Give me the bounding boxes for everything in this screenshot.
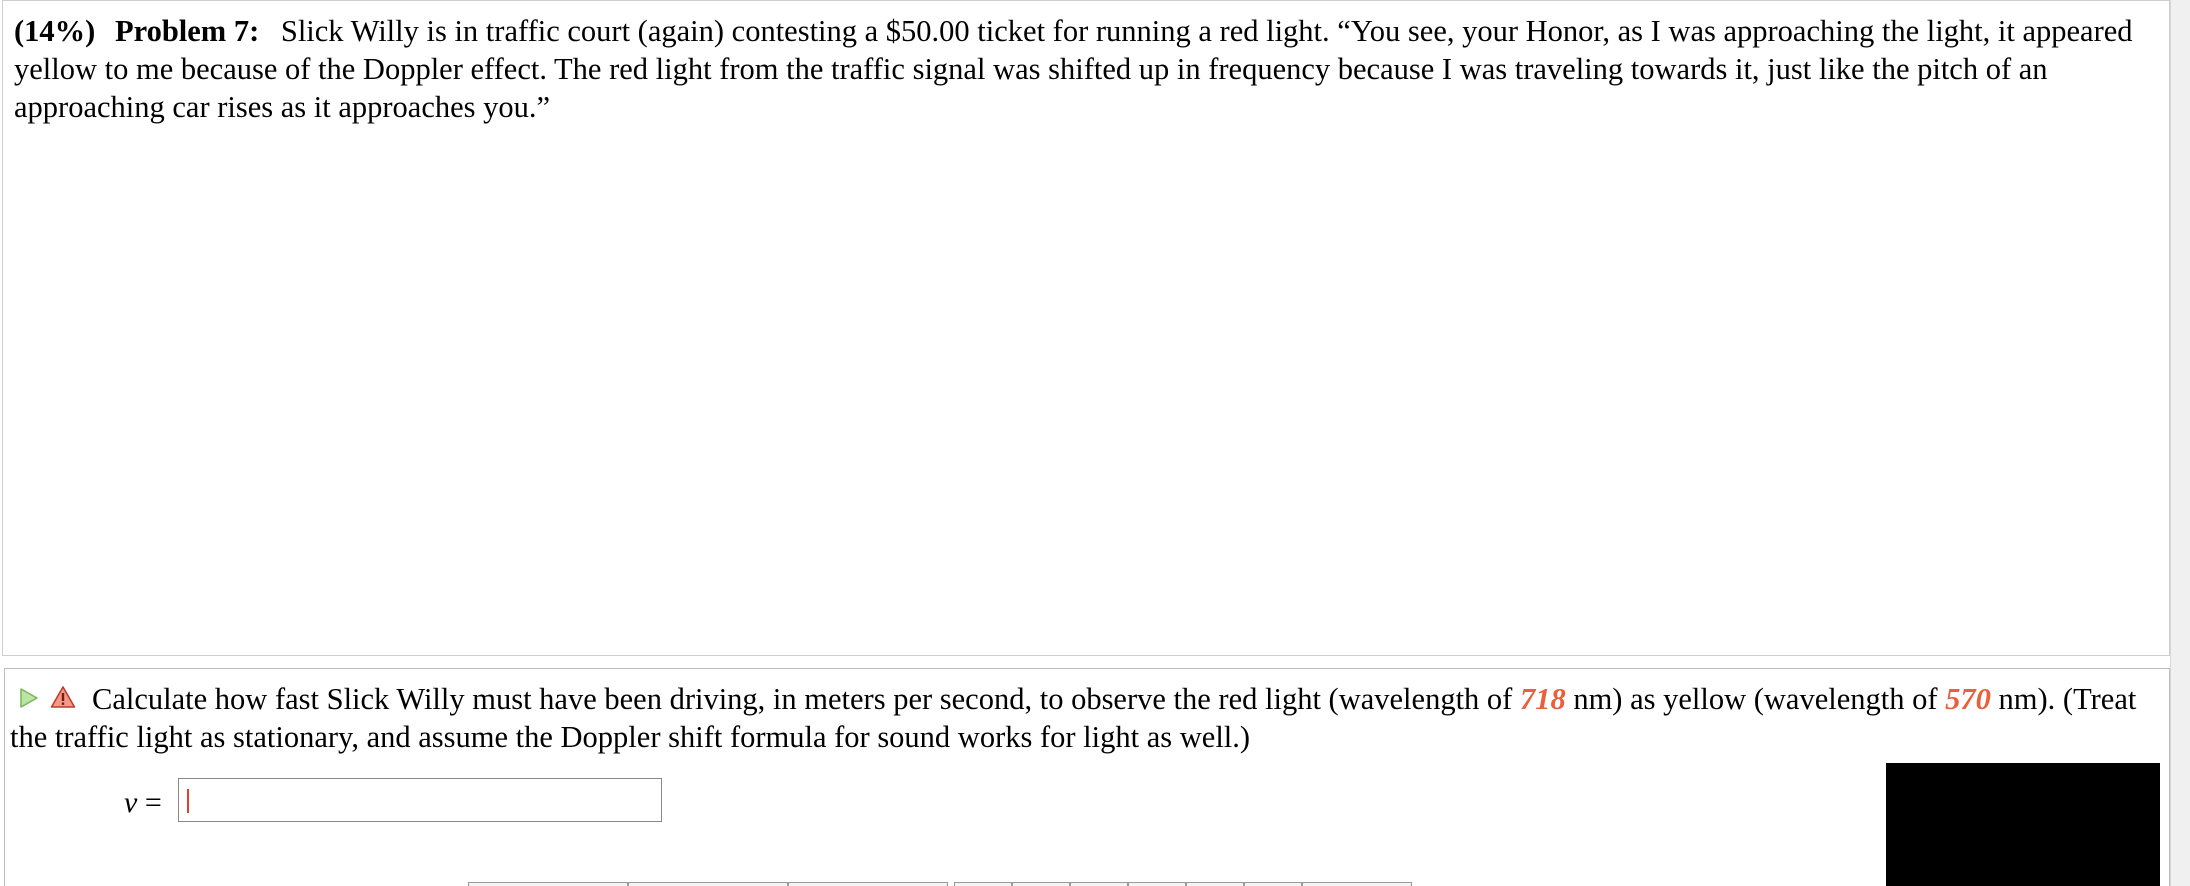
text-caret (187, 789, 189, 813)
problem-statement (14, 12, 2164, 126)
problem-title: Problem 7: (114, 14, 260, 48)
question-text-middle: nm) as yellow (wavelength of (1565, 682, 1946, 716)
keypad-cell[interactable] (1186, 882, 1244, 886)
keypad-cell[interactable] (1128, 882, 1186, 886)
keypad-cell[interactable] (1070, 882, 1128, 886)
warning-triangle-icon[interactable] (50, 680, 76, 718)
keypad-cell[interactable] (954, 882, 1012, 886)
question-statement (10, 680, 2150, 756)
play-triangle-icon[interactable] (18, 680, 40, 718)
keypad-top-edge (468, 882, 1412, 886)
answer-label (124, 786, 162, 820)
keypad-cell[interactable] (1302, 882, 1412, 886)
wavelength-yellow-value: 570 (1945, 682, 1991, 716)
keypad-cell[interactable] (1244, 882, 1302, 886)
keypad-cell[interactable] (788, 882, 948, 886)
problem-body: Slick Willy is in traffic court (again) contesting a $50.00 ticket for running a red light. “You see, your Honor, as I was approaching the light, it appeared yellow to me because of the Doppler effect. The red light from the traffic signal was shifted up in frequency because I was traveling towards it, just like the pitch of an approaching car rises as it approaches you.” (14, 14, 2133, 124)
keypad-cell[interactable] (1012, 882, 1070, 886)
answer-equals: = (144, 786, 162, 819)
black-panel (1886, 763, 2160, 886)
answer-variable: v (124, 786, 138, 819)
wavelength-red-value: 718 (1519, 682, 1566, 716)
question-text-after: nm). (Treat the traffic light as stationary, and assume the Doppler shift formula for sound works for light as well.) (10, 682, 2137, 754)
scrollbar-track[interactable] (2170, 0, 2190, 886)
keypad-cell[interactable] (628, 882, 788, 886)
keypad-cell[interactable] (468, 882, 628, 886)
answer-input[interactable] (178, 778, 662, 822)
problem-percent: (14%) (14, 14, 96, 48)
question-text-before: Calculate how fast Slick Willy must have been driving, in meters per second, to observe the red light (wavelength of (92, 682, 1520, 716)
